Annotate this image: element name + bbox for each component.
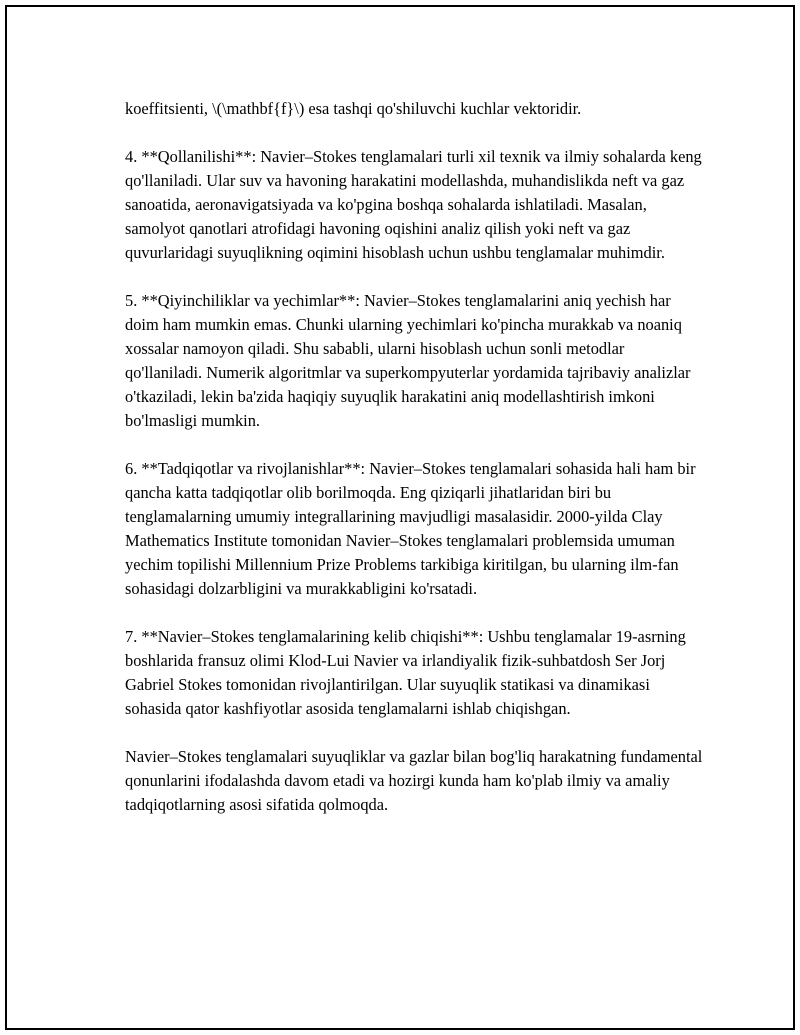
document-body [125, 97, 703, 841]
page-frame [5, 5, 795, 1030]
paragraph-conclusion: Navier–Stokes tenglamalari suyuqliklar va gazlar bilan bog'liq harakatning fundamental qonunlarini ifodalashda davom etadi va hozirgi kunda ham ko'plab ilmiy va amaliy tadqiqotlarning asosi sifatida qolmoqda. [125, 747, 703, 814]
paragraph-challenges: 5. **Qiyinchiliklar va yechimlar**: Navier–Stokes tenglamalarini aniq yechish har doim ham mumkin emas. Chunki ularning yechimlari ko'pincha murakkab va noaniq xossalar namoyon qiladi. Shu sababli, ularni hisoblash uchun sonli metodlar qo'llaniladi. Numerik algoritmlar va superkompyuterlar yordamida tajribaviy analizlar o'tkaziladi, lekin ba'zida haqiqiy suyuqlik harakatini aniq modellashtirish imkoni bo'lmasligi mumkin. [125, 291, 691, 430]
paragraph-applications: 4. **Qollanilishi**: Navier–Stokes tenglamalari turli xil texnik va ilmiy sohalarda keng qo'llaniladi. Ular suv va havoning harakatini modellashda, muhandislikda neft va gaz sanoatida, aeronavigatsiyada va ko'pgina boshqa sohalarda ishlatiladi. Masalan, samolyot qanotlari atrofidagi havoning oqishini analiz qilish yoki neft va gaz quvurlaridagi suyuqlikning oqimini hisoblash uchun ushbu tenglamalar muhimdir. [125, 147, 702, 262]
paragraph-research: 6. **Tadqiqotlar va rivojlanishlar**: Navier–Stokes tenglamalari sohasida hali ham bir qancha katta tadqiqotlar olib borilmoqda. Eng qiziqarli jihatlaridan biri bu tenglamalarning umumiy integrallarining mavjudligi masalasidir. 2000-yilda Clay Mathematics Institute tomonidan Navier–Stokes tenglamalari problemsida umuman yechim topilishi Millennium Prize Problems tarkibiga kiritilgan, bu ularning ilm-fan sohasidagi dolzarbligini va murakkabligini ko'rsatadi. [125, 459, 696, 598]
paragraph-origin: 7. **Navier–Stokes tenglamalarining kelib chiqishi**: Ushbu tenglamalar 19-asrning boshlarida fransuz olimi Klod-Lui Navier va irlandiyalik fizik-suhbatdosh Ser Jorj Gabriel Stokes tomonidan rivojlantirilgan. Ular suyuqlik statikasi va dinamikasi sohasida qator kashfiyotlar asosida tenglamalarni ishlab chiqishgan. [125, 627, 686, 718]
paragraph-continuation: koeffitsienti, \(\mathbf{f}\) esa tashqi qo'shiluvchi kuchlar vektoridir. [125, 99, 582, 118]
